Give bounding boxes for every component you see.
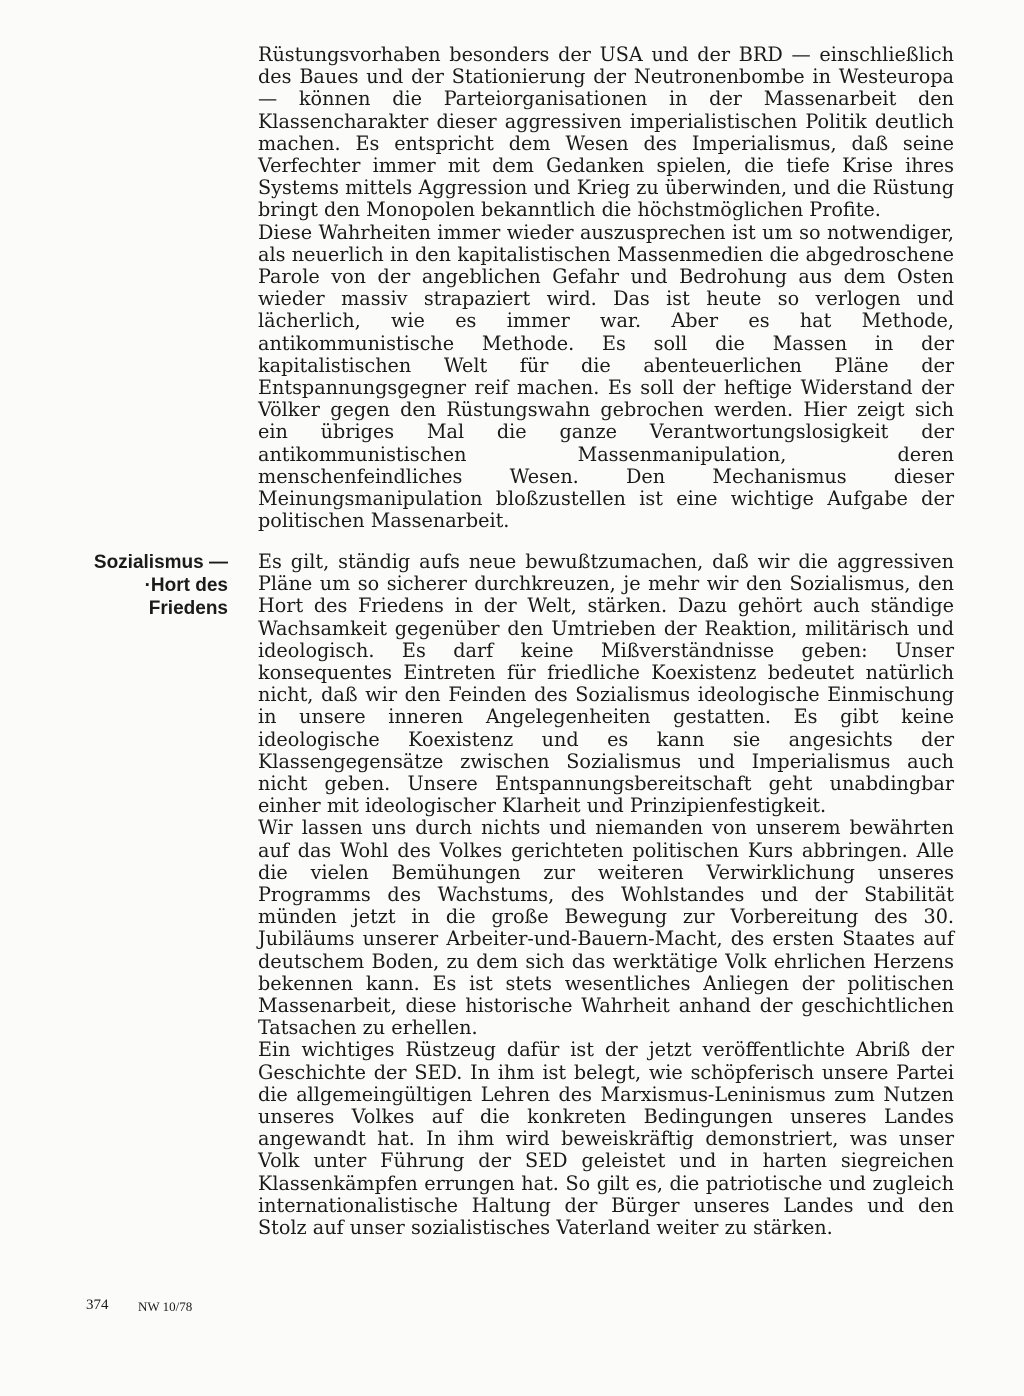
lower-text-column	[258, 551, 954, 1239]
paragraph-wir-lassen: Wir lassen uns durch nichts und niemanden von unserem bewährten auf das Wohl des Volkes gerichteten politischen Kurs abbringen. Alle die vielen Bemühungen zur weiteren Verwirklichung unseres Programms des Wachstums, des Wohlstandes und der Stabilität münden jetzt in die große Bewegung zur Vorbereitung des 30. Jubiläums unserer Arbeiter-und-Bauern-Macht, des ersten Staates auf deutschem Boden, zu dem sich das werktätige Volk ehrlichen Herzens bekennen kann. Es ist stets wesentliches Anliegen der politischen Massenarbeit, diese historische Wahrheit anhand der geschichtlichen Tatsachen zu erhellen.	[258, 816, 954, 1040]
paragraph-wahrheiten: Diese Wahrheiten immer wieder auszusprechen ist um so notwendiger, als neuerlich in den kapitalistischen Massenmedien die abgedroschene Parole von der angeblichen Gefahr und Bedrohung aus dem Osten wieder massiv strapaziert wird. Das ist heute so verlogen und lächerlich, wie es immer war. Aber es hat Methode, antikommunistische Methode. Es soll die Massen in der kapitalistischen Welt für die abenteuerlichen Pläne der Entspannungsgegner reif machen. Es soll der heftige Widerstand der Völker gegen den Rüstungswahn gebrochen werden. Hier zeigt sich ein übriges Mal die ganze Verantwortungslosigkeit der antikommunistischen Massenmanipulation, deren menschenfeindliches Wesen. Den Mechanismus dieser Meinungsmanipulation bloßzustellen ist eine wichtige Aufgabe der politischen Massenarbeit.	[258, 220, 954, 533]
section-heading-line1: Sozialismus —	[93, 552, 228, 573]
paragraph-es-gilt: Es gilt, ständig aufs neue bewußtzumachen, daß wir die aggressiven Pläne um so sicherer durchkreuzen, je mehr wir den Sozialismus, den Hort des Friedens in der Welt, stärken. Dazu gehört auch ständige Wachsamkeit gegenüber den Umtrieben der Reaktion, militärisch und ideologisch. Es darf keine Mißverständnisse geben: Unser konsequentes Eintreten für friedliche Koexistenz bedeutet natürlich nicht, daß wir den Feinden des Sozialismus ideologische Einmischung in unsere inneren Angelegenheiten gestatten. Es gibt keine ideologische Koexistenz und es kann sie angesichts der Klassengegensätze zwischen Sozialismus und Imperialismus auch nicht geben. Unsere Entspannungsbereitschaft geht unabdingbar einher mit ideologischer Klarheit und Prinzipienfestigkeit.	[258, 550, 954, 818]
page-number: 374	[86, 1297, 109, 1313]
section-heading	[80, 551, 228, 620]
issue-label: NW 10/78	[138, 1299, 193, 1314]
upper-text-column	[258, 44, 954, 532]
section-heading-line2: ·Hort des Friedens	[144, 575, 228, 619]
paragraph-ruestzeug: Ein wichtiges Rüstzeug dafür ist der jetzt veröffentlichte Abriß der Geschichte der SED. In ihm ist belegt, wie schöpferisch unsere Partei die allgemeingültigen Lehren des Marxismus-Leninismus zum Nutzen unseres Volkes auf die konkreten Bedingungen unseres Landes angewandt hat. In ihm wird beweiskräftig demonstriert, was unser Volk unter Führung der SED geleistet und in harten siegreichen Klassenkämpfen errungen hat. So gilt es, die patriotische und zugleich internationalistische Haltung der Bürger unseres Landes und den Stolz auf unser sozialistisches Vaterland weiter zu stärken.	[258, 1038, 954, 1240]
paragraph-ruestungsvorhaben: Rüstungsvorhaben besonders der USA und der BRD — einschließlich des Baues und der Stationierung der Neutronenbombe in Westeuropa — können die Parteiorganisationen in der Massenarbeit den Klassencharakter dieser aggressiven imperialistischen Politik deutlich machen. Es entspricht dem Wesen des Imperialismus, daß seine Verfechter immer mit dem Gedanken spielen, die tiefe Krise ihres Systems mittels Aggression und Krieg zu überwinden, und die Rüstung bringt den Monopolen bekanntlich die höchstmöglichen Profite.	[258, 43, 954, 222]
